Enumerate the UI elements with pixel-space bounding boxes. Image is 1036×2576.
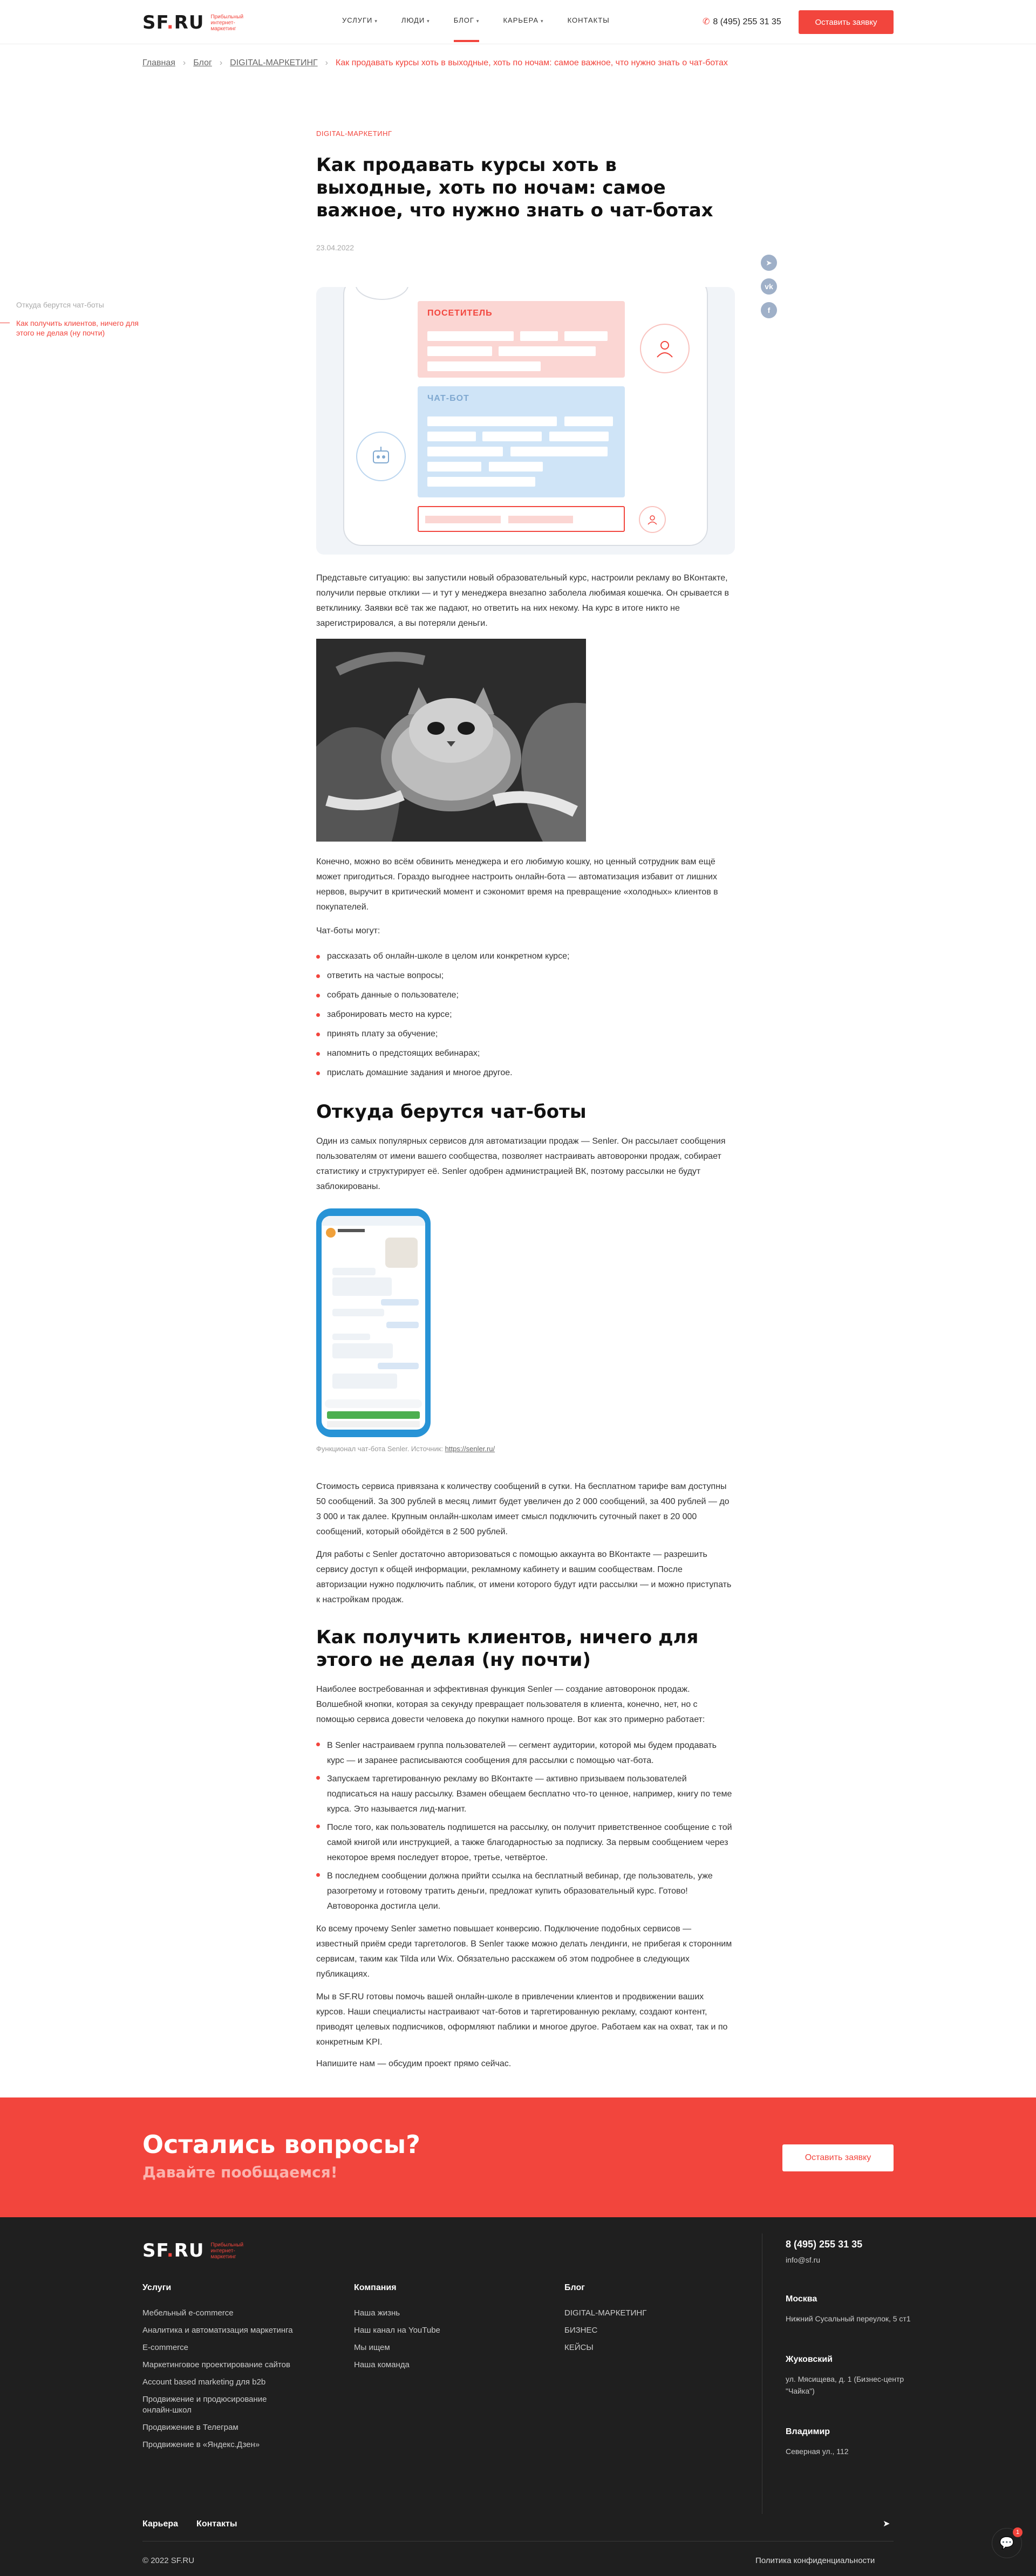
footer-blog-title: Блог <box>564 2283 585 2292</box>
footer-logo[interactable] <box>142 2240 248 2261</box>
city-name: Жуковский <box>786 2355 833 2364</box>
nav-services[interactable]: УСЛУГИ ▾ <box>342 16 378 24</box>
toc-item[interactable]: Откуда берутся чат-боты <box>16 300 104 309</box>
logo-tagline: Прибыльный интернет-маркетинг <box>210 2242 244 2260</box>
footer-career-link[interactable]: Карьера <box>142 2519 179 2529</box>
contact-cta-section <box>0 2097 1036 2217</box>
phone-number: 8 (495) 255 31 35 <box>713 17 781 26</box>
article-date: 23.04.2022 <box>316 243 355 252</box>
facebook-share-icon[interactable]: f <box>761 302 777 318</box>
logo-tagline: Прибыльный интернет-маркетинг <box>210 13 244 32</box>
footer-link[interactable]: Account based marketing для b2b <box>142 2377 266 2387</box>
footer-company <box>354 2283 494 2377</box>
site-header <box>0 0 1036 44</box>
list-item: ответить на частые вопросы; <box>316 970 735 982</box>
chevron-right-icon: › <box>182 58 186 67</box>
list-item: забронировать место на курсе; <box>316 1009 735 1021</box>
breadcrumb-category[interactable]: DIGITAL-МАРКЕТИНГ <box>230 58 318 67</box>
visitor-bubble <box>418 301 625 378</box>
header-phone[interactable] <box>703 16 781 27</box>
visitor-label: ПОСЕТИТЕЛЬ <box>427 309 493 318</box>
footer-link[interactable]: Продвижение в Телеграм <box>142 2423 238 2432</box>
list-item: напомнить о предстоящих вебинарах; <box>316 1048 735 1060</box>
site-footer <box>0 2217 1036 2576</box>
chevron-down-icon: ▾ <box>476 18 480 24</box>
footer-contacts <box>786 2239 921 2457</box>
list-item: рассказать об онлайн-школе в целом или конкретном курсе; <box>316 951 735 962</box>
telegram-icon[interactable]: ➤ <box>883 2519 890 2529</box>
toc-item-active[interactable]: Как получить клиентов, ничего для этого не делая (ну почти) <box>16 318 151 338</box>
steps-list <box>316 1738 735 1917</box>
footer-link[interactable]: Наша жизнь <box>354 2308 400 2318</box>
city-address: Нижний Сусальный переулок, 5 ст1 <box>786 2314 911 2323</box>
paragraph-6: Наиболее востребованная и эффективная функция Senler — создание автоворонок продаж. Волшебной кнопки, которая за секунду превращает пользователя в клиента, конечно, нет, но с помощью сервиса довести человека до покупки намного проще. Вот как это примерно работает: <box>316 1685 705 1724</box>
list-item: После того, как пользователь подпишется на рассылку, он получит приветственное сообщение с той самой книгой или инструкцией, а также благодарностью за подписку. За первым сообщением через некоторое время последует второе, третье, четвёртое. <box>316 1820 735 1866</box>
footer-link[interactable]: DIGITAL-МАРКЕТИНГ <box>564 2308 647 2318</box>
nav-blog[interactable]: БЛОГ ▾ <box>454 16 480 44</box>
footer-email[interactable]: info@sf.ru <box>786 2256 821 2264</box>
footer-link[interactable]: E-commerce <box>142 2343 189 2352</box>
phone-icon: ✆ <box>703 17 710 26</box>
breadcrumb <box>142 58 728 68</box>
message-input <box>418 506 625 532</box>
chevron-right-icon: › <box>325 58 328 67</box>
cta-subtitle: Давайте пообщаемся! <box>142 2163 338 2181</box>
chevron-down-icon: ▾ <box>427 18 430 24</box>
image-caption <box>316 1445 735 1453</box>
footer-link[interactable]: Наша команда <box>354 2360 410 2369</box>
section-heading-2: Как получить клиентов, ничего для этого не делая (ну почти) <box>316 1627 699 1671</box>
breadcrumb-blog[interactable]: Блог <box>193 58 212 67</box>
breadcrumb-current: Как продавать курсы хоть в выходные, хоть по ночам: самое важное, что нужно знать о чат-ботах <box>336 58 728 67</box>
intro-paragraph: Представьте ситуацию: вы запустили новый образовательный курс, настроили рекламу во ВКонтакте, получили первые отклики — и тут у менеджера внезапно заболела любимая кошечка. Он срывается в ветклинику. Заявки всё так же падают, но ответить на них некому. На курс в итоге никто не зарегистрировался, а вы потеряли деньги. <box>316 573 730 628</box>
footer-link[interactable]: БИЗНЕС <box>564 2326 598 2335</box>
footer-link[interactable]: КЕЙСЫ <box>564 2343 594 2352</box>
city-address: Северная ул., 112 <box>786 2447 849 2456</box>
section-heading-1: Откуда берутся чат-боты <box>316 1101 587 1123</box>
user-icon <box>639 506 666 533</box>
paragraph-5: Для работы с Senler достаточно авторизоваться с помощью аккаунта во ВКонтакте — разрешить сервису доступ к общей информации, рекламному кабинету и вашим сообществам. После авторизации нужно подключить паблик, от имени которого будут идти рассылки — и можно приступать к настройкам продаж. <box>316 1550 732 1604</box>
logo-text: SF.RU <box>142 2240 205 2261</box>
logo-text: SF.RU <box>142 12 205 33</box>
city-name: Владимир <box>786 2427 830 2436</box>
main-nav <box>342 16 633 44</box>
footer-blog <box>564 2283 705 2360</box>
privacy-policy-link[interactable]: Политика конфиденциальности <box>755 2556 875 2565</box>
article-title: Как продавать курсы хоть в выходные, хоть по ночам: самое важное, что нужно знать о чат-ботах <box>316 154 713 221</box>
list-item: В Senler настраиваем группа пользователей — сегмент аудитории, которой мы будем продавать курс — и заранее расписываются сообщения для рассылки с помощью чат-бота. <box>316 1738 735 1768</box>
list-item: прислать домашние задания и многое другое. <box>316 1067 735 1079</box>
city-address: ул. Мясищева, д. 1 (Бизнес-центр "Чайка") <box>786 2375 904 2395</box>
chevron-right-icon: › <box>219 58 223 67</box>
footer-link[interactable]: Аналитика и автоматизация маркетинга <box>142 2326 293 2335</box>
leave-request-button[interactable]: Оставить заявку <box>799 10 894 34</box>
cat-photo <box>316 639 586 842</box>
paragraph-9: Напишите нам — обсудим проект прямо сейчас. <box>316 2059 512 2068</box>
table-of-contents <box>16 300 156 346</box>
paragraph-7: Ко всему прочему Senler заметно повышает конверсию. Подключение подобных сервисов — известный приём среди таргетологов. В Senler также можно делать лендинги, не прибегая к сторонним сервисам, таким как Tilda или Wix. Обязательно расскажем об этом подробнее в следующих публикациях. <box>316 1924 732 1979</box>
vk-share-icon[interactable]: vk <box>761 278 777 295</box>
footer-link[interactable]: Мебельный e-commerce <box>142 2308 234 2318</box>
breadcrumb-home[interactable]: Главная <box>142 58 175 67</box>
senler-phone-screenshot <box>316 1208 431 1437</box>
footer-link[interactable]: Продвижение и продюсирование онлайн-школ <box>142 2395 267 2415</box>
chat-widget-button[interactable] <box>992 2528 1022 2558</box>
nav-people[interactable]: ЛЮДИ ▾ <box>401 16 430 24</box>
phone-frame <box>343 287 708 546</box>
paragraph-2: Конечно, можно во всём обвинить менеджера и его любимую кошку, но ценный сотрудник вам ещё может пригодиться. Гораздо выгоднее настроить онлайн-бота — автоматизация избавит от лишних нервов, выручит в критический момент и сэкономит время на превращение «холодных» клиентов в покупателей. <box>316 857 718 912</box>
bot-label: ЧАТ-БОТ <box>427 394 469 403</box>
copyright: © 2022 SF.RU <box>142 2556 195 2565</box>
city-name: Москва <box>786 2294 817 2304</box>
can-title: Чат-боты могут: <box>316 926 380 935</box>
paragraph-8: Мы в SF.RU готовы помочь вашей онлайн-школе в привлечении клиентов и продвижении ваших курсов. Наши специалисты настраивают чат-ботов и таргетированную рекламу, создают контент, приводят целевых подписчиков, оформляют паблики и многое другое. Работаем как на охват, так и по конкретным KPI. <box>316 1992 728 2047</box>
paragraph-3: Один из самых популярных сервисов для автоматизации продаж — Senler. Он рассылает сообщения пользователям от имени вашего сообщества, позволяет настраивать автоворонки продаж, собирает статистику и структурирует её. Senler одобрен администрацией ВК, поэтому рассылки не будут заблокированы. <box>316 1137 726 1191</box>
list-item: В последнем сообщении должна прийти ссылка на бесплатный вебинар, где пользователь, уже разогретому и готовому тратить деньги, предложат купить образовательный курс. Готово! Автоворонка достигла цели. <box>316 1869 735 1914</box>
nav-career[interactable]: КАРЬЕРА ▾ <box>503 16 544 24</box>
hero-illustration <box>316 287 735 555</box>
article-category[interactable]: DIGITAL-МАРКЕТИНГ <box>316 129 392 138</box>
share-panel <box>761 255 777 326</box>
paragraph-4: Стоимость сервиса привязана к количеству сообщений в сутки. На бесплатном тарифе вам доступны 50 сообщений. За 300 рублей в месяц лимит будет увеличен до 2 000 сообщений, за 400 рублей — до 3 000 и так далее. Крупным онлайн-школам имеет смысл подключить суточный пакет в 20 000 сообщений, который обойдётся в 2 500 рублей. <box>316 1482 730 1536</box>
cta-leave-request-button[interactable]: Оставить заявку <box>782 2144 894 2171</box>
chat-badge: 1 <box>1013 2527 1023 2537</box>
footer-link[interactable]: Мы ищем <box>354 2343 390 2352</box>
visitor-avatar-icon <box>640 324 690 373</box>
bot-robot-icon <box>356 432 406 481</box>
footer-link[interactable]: Продвижение в «Яндекс.Дзен» <box>142 2440 260 2449</box>
logo[interactable] <box>142 12 248 33</box>
chevron-down-icon: ▾ <box>374 18 378 24</box>
list-item: принять плату за обучение; <box>316 1028 735 1040</box>
footer-services-title: Услуги <box>142 2283 172 2292</box>
footer-bottom-links <box>142 2519 237 2529</box>
chevron-down-icon: ▾ <box>541 18 544 24</box>
source-link[interactable]: https://senler.ru/ <box>445 1445 495 1453</box>
footer-link[interactable]: Маркетинговое проектирование сайтов <box>142 2360 290 2369</box>
caption-text: Функционал чат-бота Senler. Источник: <box>316 1445 445 1453</box>
footer-contacts-link[interactable]: Контакты <box>196 2519 237 2529</box>
can-list <box>316 951 735 1087</box>
footer-phone[interactable]: 8 (495) 255 31 35 <box>786 2239 863 2250</box>
list-item: Запускаем таргетированную рекламу во ВКонтакте — активно призываем пользователей подписаться на нашу рассылку. Взамен обещаем бесплатно что-то ценное, например, книгу по теме курса. Это называется лид-магнит. <box>316 1772 735 1817</box>
list-item: собрать данные о пользователе; <box>316 989 735 1001</box>
footer-services <box>142 2283 294 2457</box>
footer-link[interactable]: Наш канал на YouTube <box>354 2326 440 2335</box>
bot-bubble <box>418 386 625 497</box>
chat-icon: 💬 <box>999 2536 1014 2550</box>
telegram-share-icon[interactable]: ➤ <box>761 255 777 271</box>
footer-company-title: Компания <box>354 2283 397 2292</box>
nav-contacts[interactable]: КОНТАКТЫ <box>567 16 610 24</box>
cta-title: Остались вопросы? <box>142 2130 420 2159</box>
article-header <box>316 129 735 252</box>
